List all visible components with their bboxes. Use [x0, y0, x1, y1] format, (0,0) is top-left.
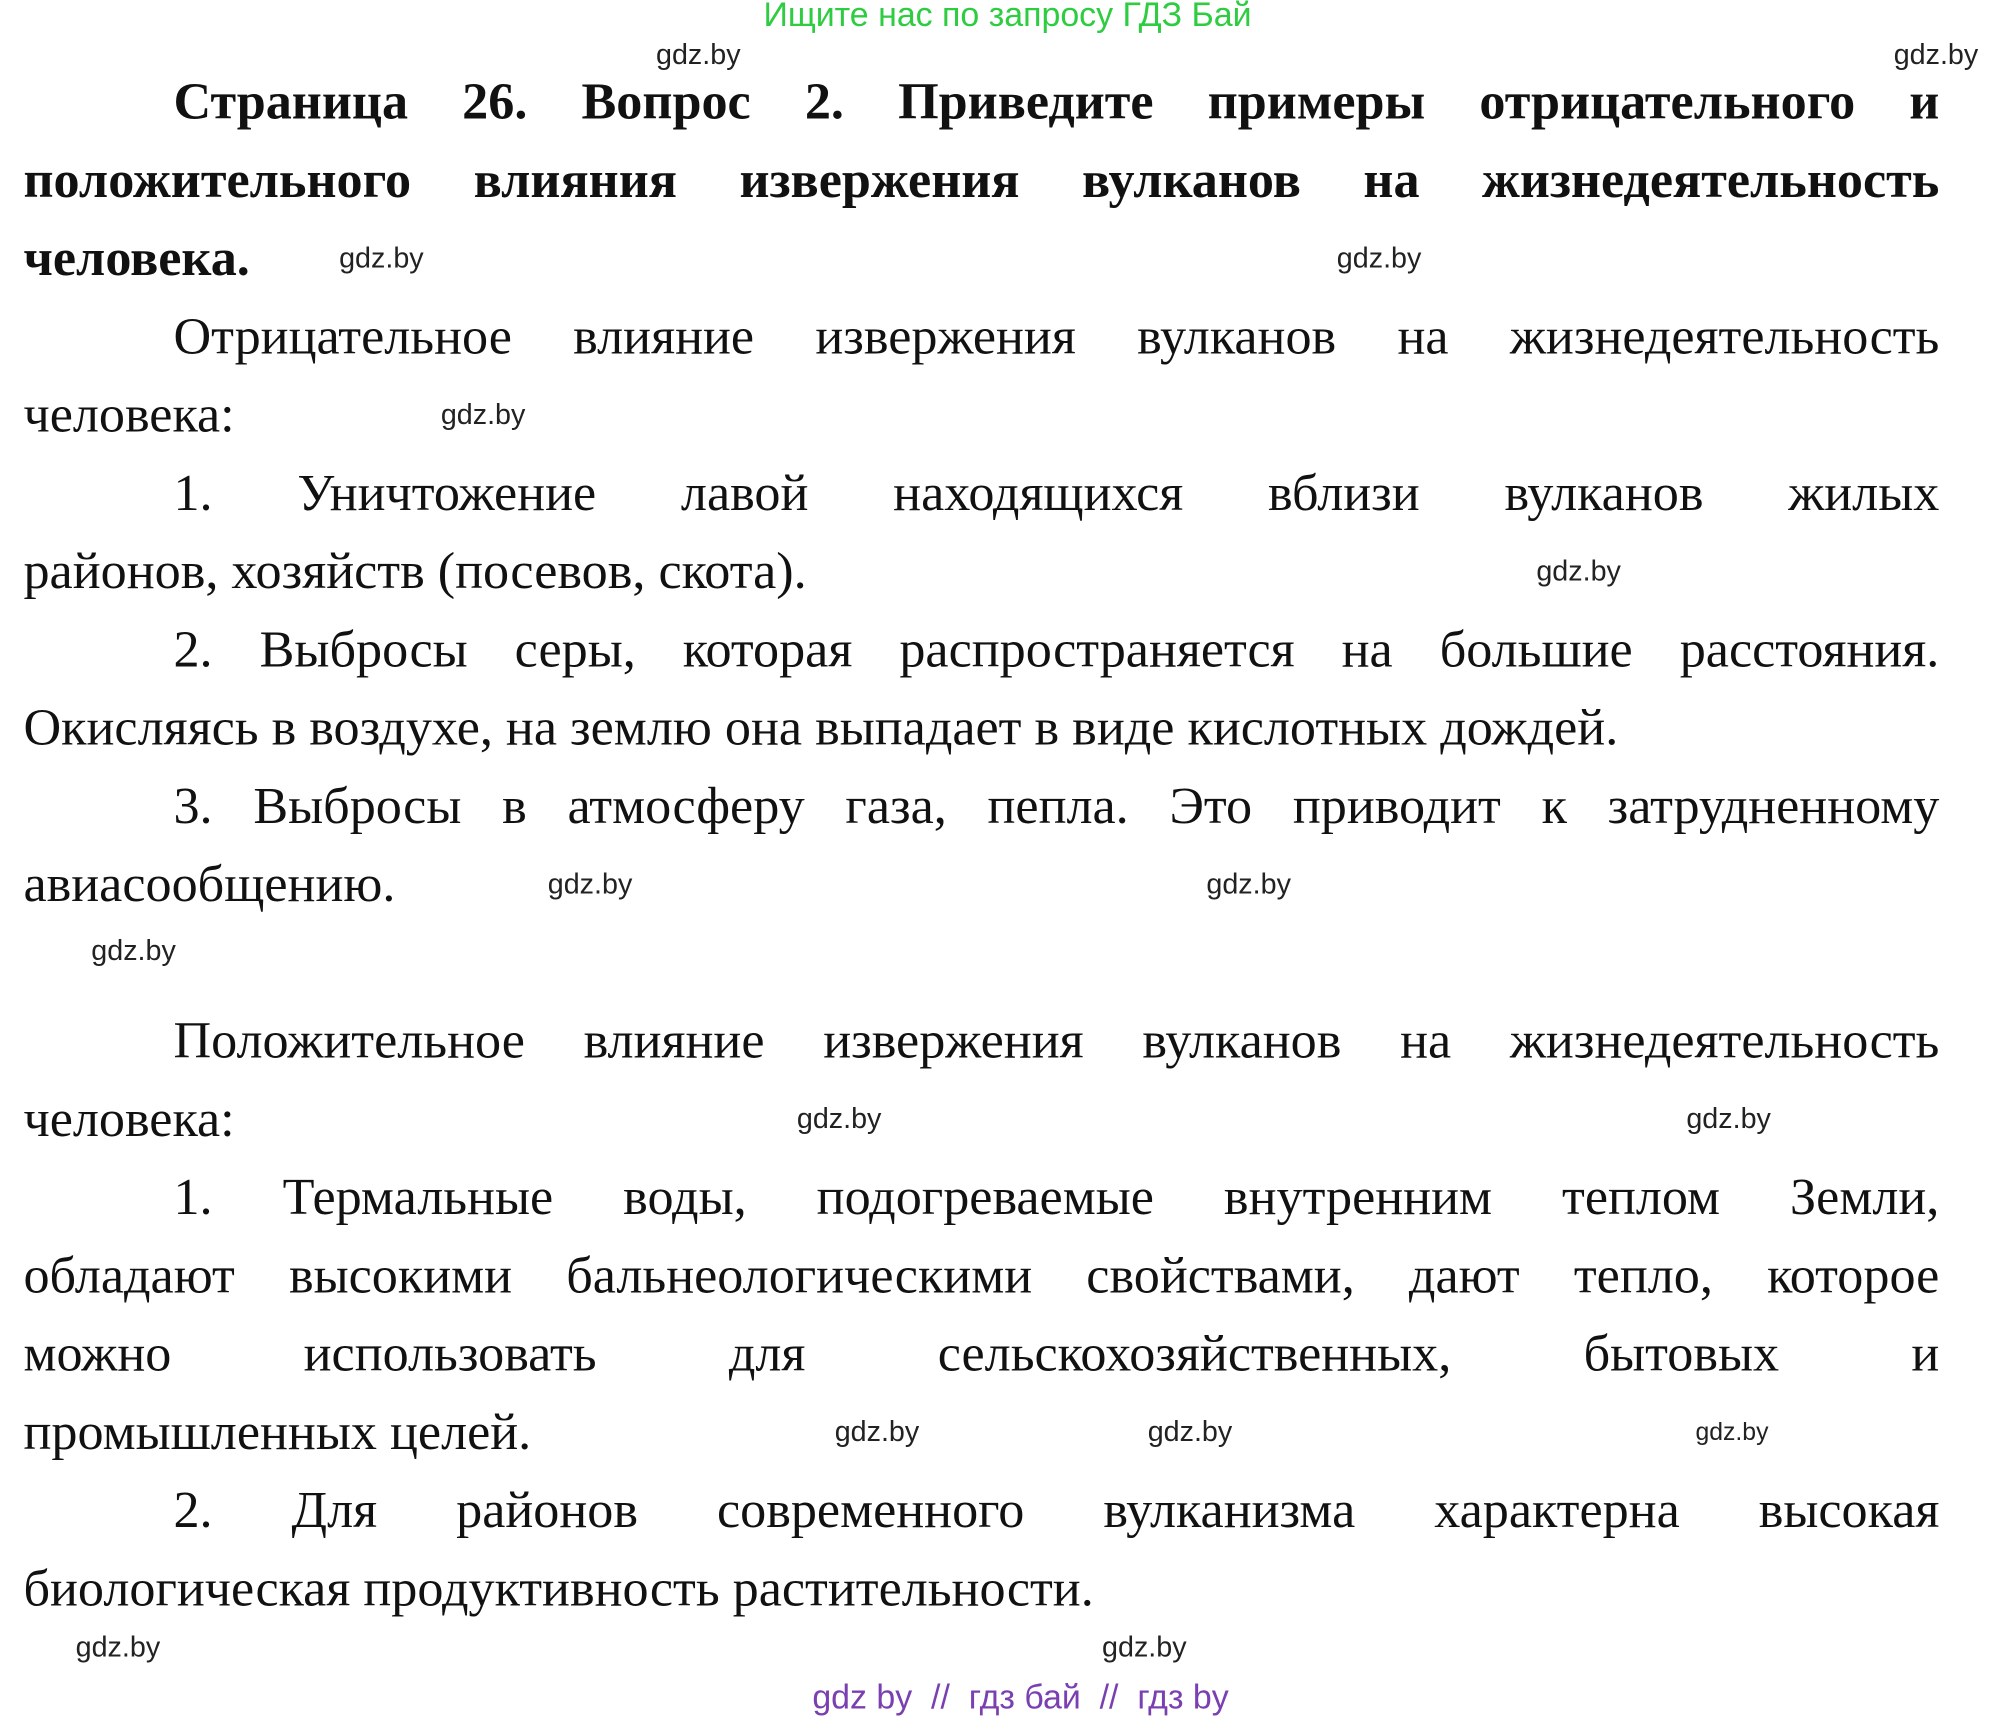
negative-item-3: 3. Выбросы в атмосферу газа, пепла. Это приводит к затрудненному — [173, 775, 1940, 835]
watermark: gdz.by — [834, 1415, 920, 1448]
watermark: gdz.by — [440, 397, 526, 431]
watermark: gdz.by — [656, 37, 741, 71]
negative-item-3: авиасообщению. — [23, 854, 396, 913]
positive-item-1: промышленных целей. — [23, 1402, 532, 1461]
watermark: gdz.by — [1536, 554, 1621, 587]
watermark: gdz.by — [1102, 1630, 1187, 1663]
negative-heading: человека: — [23, 384, 235, 444]
title-line: положительного влияния извержения вулканов на жизнедеятельность — [23, 149, 1940, 209]
negative-item-1: районов, хозяйств (посевов, скота). — [23, 541, 807, 600]
positive-heading: Положительное влияние извержения вулканов на жизнедеятельность — [173, 1010, 1940, 1070]
negative-item-2: Окисляясь в воздухе, на землю она выпадает в виде кислотных дождей. — [23, 697, 1619, 757]
watermark: gdz.by — [339, 241, 424, 274]
positive-item-1: 1. Термальные воды, подогреваемые внутренним теплом Земли, — [173, 1167, 1940, 1226]
watermark: gdz.by — [1893, 37, 1979, 71]
title-line: человека. — [23, 228, 250, 287]
positive-item-1: обладают высокими бальнеологическими свойствами, дают тепло, которое — [23, 1245, 1940, 1305]
positive-heading: человека: — [23, 1089, 235, 1148]
watermark: gdz.by — [91, 933, 176, 967]
negative-item-2: 2. Выбросы серы, которая распространяется на большие расстояния. — [173, 619, 1940, 679]
title-line: Страница 26. Вопрос 2. Приведите примеры отрицательного и — [173, 71, 1940, 131]
watermark: gdz.by — [1206, 867, 1291, 900]
watermark: gdz.by — [1695, 1418, 1769, 1447]
watermark: gdz.by — [547, 867, 633, 900]
watermark: gdz.by — [1336, 241, 1422, 274]
positive-item-2: 2. Для районов современного вулканизма характерна высокая — [173, 1480, 1940, 1539]
watermark: gdz.by — [1686, 1102, 1771, 1135]
watermark: gdz.by — [796, 1102, 882, 1135]
negative-item-1: 1. Уничтожение лавой находящихся вблизи вулканов жилых — [173, 462, 1940, 522]
positive-item-1: можно использовать для сельскохозяйственных, бытовых и — [23, 1323, 1940, 1383]
negative-heading: Отрицательное влияние извержения вулканов на жизнедеятельность — [173, 306, 1940, 366]
watermark: gdz.by — [1147, 1415, 1233, 1448]
footer-links: gdz by // гдз бай // гдз by — [812, 1677, 1229, 1716]
watermark: gdz.by — [75, 1630, 161, 1663]
positive-item-2: биологическая продуктивность растительности. — [23, 1558, 1094, 1618]
search-banner: Ищите нас по запросу ГДЗ Бай — [763, 0, 1252, 34]
